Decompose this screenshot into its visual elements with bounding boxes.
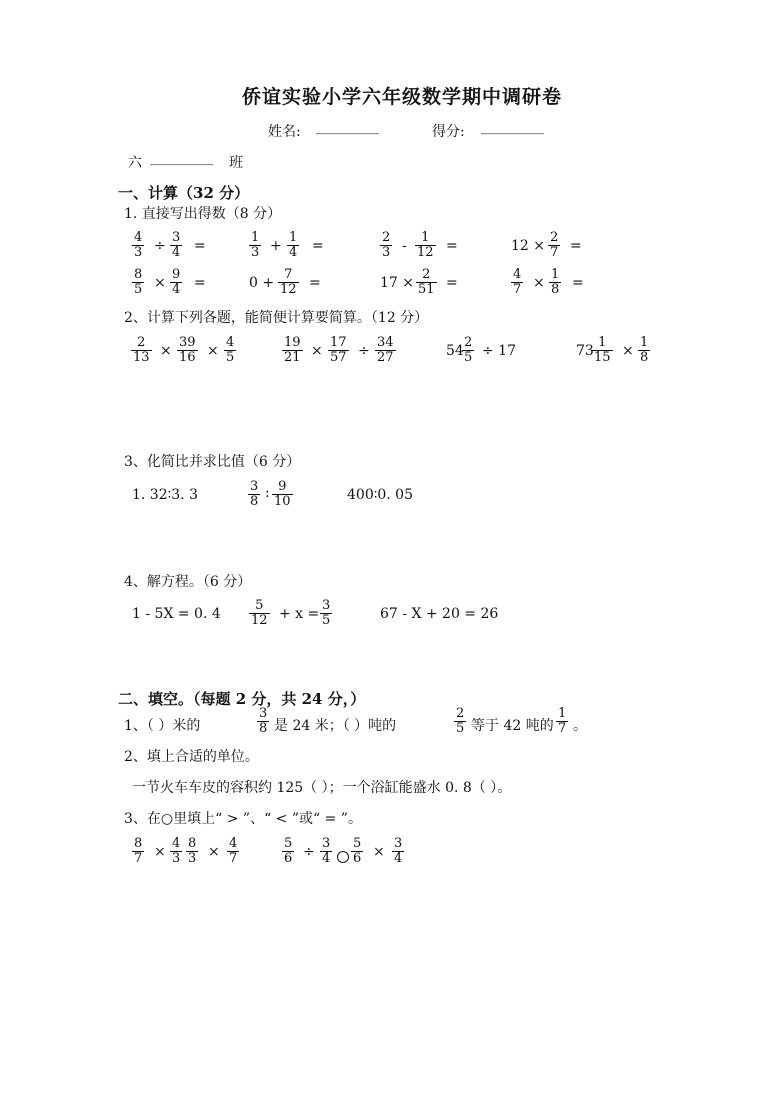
section2-heading: 二、填空。（每题 2 分，共 24 分，） [118, 690, 366, 708]
times-sign: × [160, 343, 172, 359]
fraction: $\frac{1}{15}$ [594, 335, 611, 365]
fraction: $\frac{8}{3}$ [188, 836, 197, 866]
equals-sign: = [446, 275, 458, 291]
fraction: $\frac{8}{7}$ [134, 836, 143, 866]
section1-heading: 一、计算（32 分） [118, 184, 250, 202]
ratio-1: 1. 32∶3. 3 [132, 487, 198, 503]
fraction: $\frac{2}{13}$ [133, 335, 150, 365]
fraction: $\frac{5}{6}$ [353, 836, 362, 866]
div-sign: ÷ [303, 844, 315, 860]
score-blank[interactable]: _________ [481, 119, 544, 135]
fraction: $\frac{9}{4}$ [172, 267, 181, 297]
fill-q2-text: 一节火车车皮的容积约 125（ ）；一个浴缸能盛水 0. 8（ ）。 [132, 780, 512, 796]
q1-title: 1. 直接写出得数（8 分） [124, 206, 282, 222]
number: 0 + [249, 275, 275, 291]
times-sign: × [622, 343, 634, 359]
page-title: 侨谊实验小学六年级数学期中调研卷 [242, 86, 563, 108]
times-sign: × [373, 844, 385, 860]
fill-q1-part-c: 等于 42 吨的 [471, 718, 554, 734]
fraction: $\frac{1}{7}$ [558, 706, 567, 736]
fraction: $\frac{7}{12}$ [280, 267, 297, 297]
fraction: $\frac{3}{8}$ [259, 706, 268, 736]
ratio-3: 400∶0. 05 [347, 487, 413, 503]
fraction: $\frac{2}{51}$ [418, 267, 435, 297]
fraction: $\frac{3}{4}$ [394, 836, 403, 866]
equals-sign: = [446, 238, 458, 254]
times-sign: × [311, 343, 323, 359]
fraction: $\frac{1}{3}$ [251, 230, 260, 260]
fraction: $\frac{1}{8}$ [640, 335, 649, 365]
plus-sign: + [270, 238, 282, 254]
fraction: $\frac{4}{7}$ [229, 836, 238, 866]
number: 17 × [380, 275, 414, 291]
equation-2-mid: + x = [279, 606, 320, 622]
fraction: $\frac{5}{6}$ [284, 836, 293, 866]
fraction: $\frac{34}{27}$ [377, 335, 394, 365]
equals-sign: = [194, 275, 206, 291]
compare-circle[interactable] [337, 846, 349, 865]
fraction: $\frac{17}{57}$ [330, 335, 347, 365]
fill-q1-part-a: 1、（ ）米的 [124, 718, 201, 734]
fraction: $\frac{2}{3}$ [382, 230, 391, 260]
fraction: $\frac{4}{3}$ [172, 836, 181, 866]
fraction: $\frac{4}{7}$ [513, 267, 522, 297]
fraction: $\frac{3}{5}$ [322, 598, 331, 628]
fraction: $\frac{8}{5}$ [134, 267, 143, 297]
class-suffix: 班 [229, 155, 243, 171]
number: ÷ 17 [482, 343, 516, 359]
score-label: 得分: [432, 124, 465, 140]
fraction: $\frac{1}{8}$ [551, 267, 560, 297]
q3-title: 3、化简比并求比值（6 分） [124, 454, 301, 470]
fraction: $\frac{5}{12}$ [251, 598, 268, 628]
whole-number: 73 [576, 343, 594, 359]
fraction: $\frac{19}{21}$ [284, 335, 301, 365]
fraction: $\frac{1}{4}$ [289, 230, 298, 260]
fraction: $\frac{3}{4}$ [172, 230, 181, 260]
div-sign: ÷ [358, 343, 370, 359]
equation-1: 1 - 5X = 0. 4 [132, 606, 221, 622]
minus-sign: - [402, 238, 407, 254]
fraction: $\frac{2}{5}$ [456, 706, 465, 736]
fraction: $\frac{2}{5}$ [464, 335, 473, 365]
class-prefix: 六 [128, 155, 142, 171]
fraction: $\frac{3}{4}$ [322, 836, 331, 866]
whole-number: 54 [446, 343, 464, 359]
equals-sign: = [312, 238, 324, 254]
equals-sign: = [572, 275, 584, 291]
equals-sign: = [194, 238, 206, 254]
name-blank[interactable]: _________ [316, 119, 379, 135]
q4-title: 4、解方程。（6 分） [124, 574, 252, 590]
equals-sign: = [309, 275, 321, 291]
number: 12 × [511, 238, 545, 254]
equation-3: 67 - X + 20 = 26 [380, 606, 499, 622]
times-sign: × [208, 844, 220, 860]
fill-q1-part-d: 。 [573, 718, 587, 734]
times-sign: × [154, 275, 166, 291]
fraction: $\frac{9}{10}$ [274, 479, 291, 509]
fraction: $\frac{2}{7}$ [550, 230, 559, 260]
div-sign: ÷ [154, 238, 166, 254]
fraction: $\frac{4}{3}$ [134, 230, 143, 260]
equals-sign: = [570, 238, 582, 254]
fraction: $\frac{1}{12}$ [417, 230, 434, 260]
name-label: 姓名: [268, 124, 301, 140]
fill-q1-part-b: 是 24 米；（ ）吨的 [274, 718, 397, 734]
times-sign: × [533, 275, 545, 291]
fill-q2-title: 2、填上合适的单位。 [124, 749, 259, 765]
fraction: $\frac{39}{16}$ [179, 335, 196, 365]
q2-title: 2、计算下列各题，能简便计算要简算。（12 分） [124, 310, 429, 326]
fraction: $\frac{3}{8}$ [250, 479, 259, 509]
times-sign: × [154, 844, 166, 860]
colon: : [265, 485, 270, 501]
times-sign: × [207, 343, 219, 359]
fraction: $\frac{4}{5}$ [226, 335, 235, 365]
fill-q3-title: 3、在○里填上“ > ”、“ < ”或“ = ”。 [124, 811, 362, 827]
class-blank[interactable]: _________ [150, 150, 213, 166]
